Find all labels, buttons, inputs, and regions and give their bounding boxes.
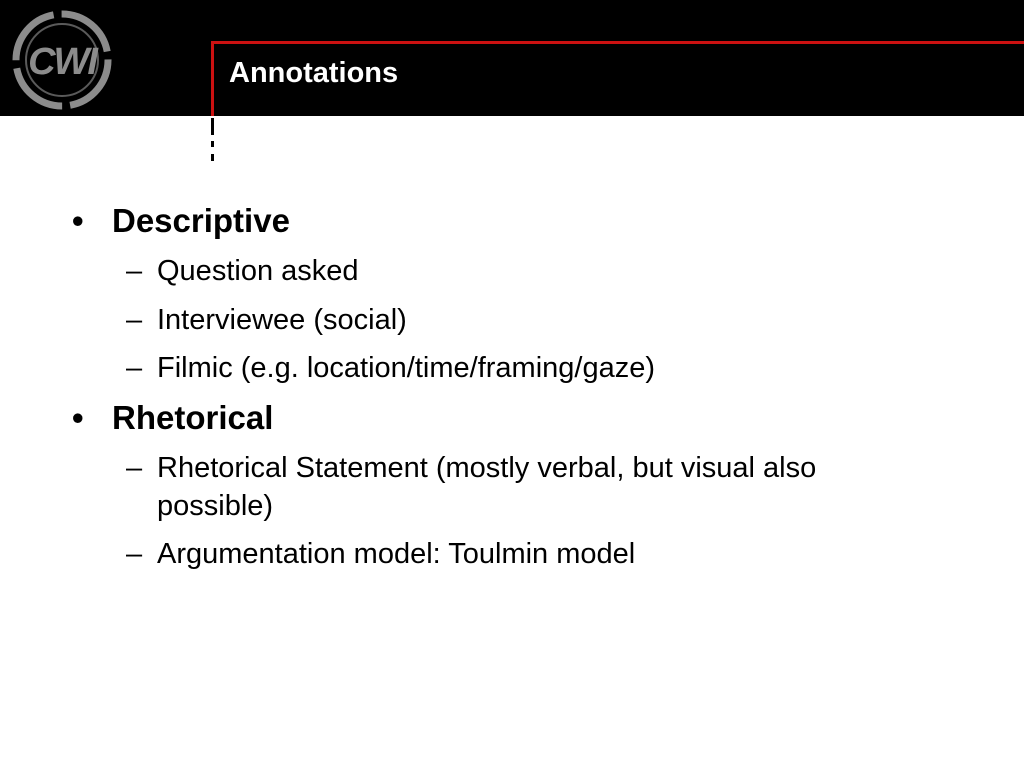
sub-item-text: Interviewee (social) [157,304,407,336]
sub-item-text: Rhetorical Statement (mostly verbal, but visual also [157,452,817,484]
dash-icon: – [126,538,143,570]
logo-text: CWI [28,41,96,83]
sub-item-text: Filmic (e.g. location/time/framing/gaze) [157,352,655,384]
bullet-icon: • [72,399,84,436]
sub-item-text: possible) [157,490,274,522]
bullet-heading: Descriptive [112,202,290,239]
slide-title: Annotations [229,57,399,89]
dash-icon: – [126,452,143,484]
dash-icon: – [126,255,143,287]
bullet-icon: • [72,202,84,239]
sub-item-text: Argumentation model: Toulmin model [157,538,636,570]
bullet-heading: Rhetorical [112,399,274,436]
dash-icon: – [126,352,143,384]
dash-icon: – [126,304,143,336]
sub-item-text: Question asked [157,255,359,287]
